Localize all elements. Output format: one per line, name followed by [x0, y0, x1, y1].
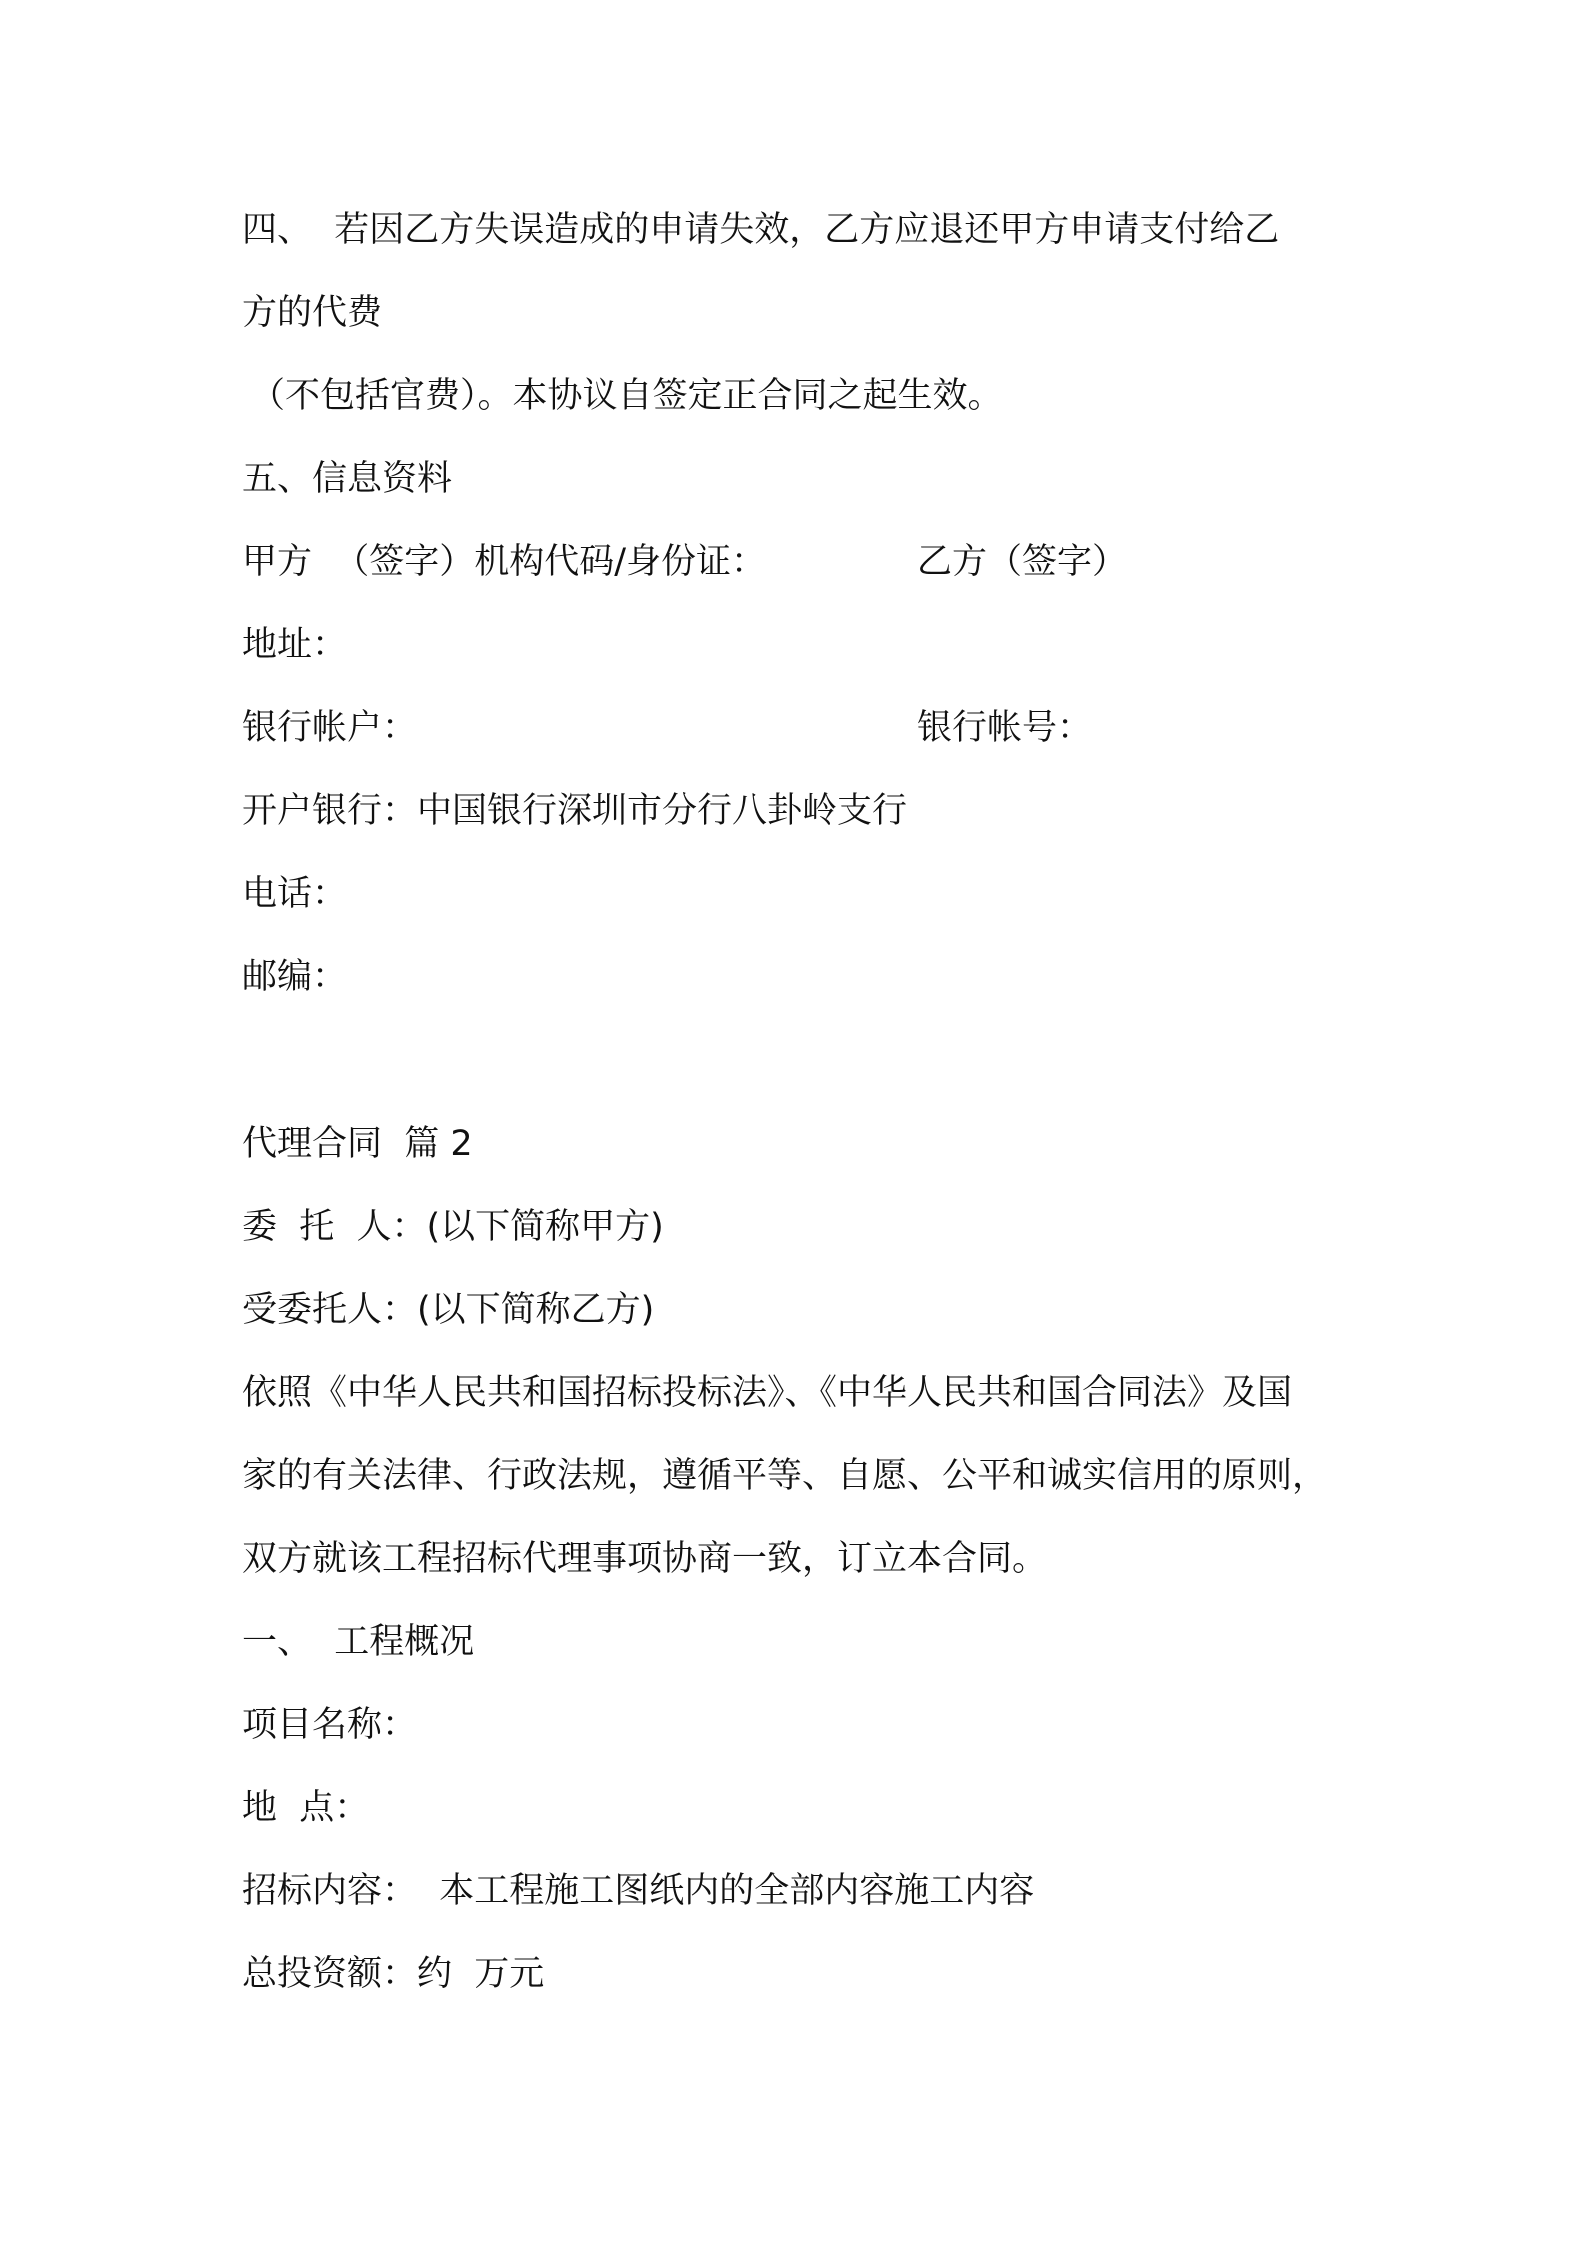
principal-field: 委 托 人：(以下简称甲方) [242, 1207, 664, 1247]
project-name-field: 项目名称： [242, 1705, 418, 1745]
agent-field: 受委托人：(以下简称乙方) [242, 1290, 655, 1330]
bank-account-number-field: 银行帐号： [917, 708, 1093, 748]
section-5-heading: 五、信息资料 [242, 459, 453, 499]
party-a-sign-field: 甲方 （签字）机构代码/身份证： [242, 542, 767, 582]
clause-4-line-1: 四、 若因乙方失误造成的申请失效，乙方应退还甲方申请支付给乙 [242, 210, 1280, 250]
contract-title: 代理合同 篇 2 [242, 1124, 473, 1164]
clause-4-line-2: 方的代费 [242, 293, 383, 333]
total-investment-field: 总投资额：约 万元 [242, 1954, 545, 1994]
tender-content-field: 招标内容： 本工程施工图纸内的全部内容施工内容 [242, 1871, 1035, 1911]
preamble-line-1: 依照《中华人民共和国招标投标法》、《中华人民共和国合同法》及国 [242, 1373, 1293, 1413]
party-b-sign-field: 乙方（签字） [917, 542, 1128, 582]
clause-4-line-3: （不包括官费）。本协议自签定正合同之起生效。 [250, 376, 1003, 416]
preamble-line-2: 家的有关法律、行政法规，遵循平等、自愿、公平和诚实信用的原则， [242, 1456, 1328, 1496]
address-field: 地址： [242, 625, 348, 665]
opening-bank-field: 开户银行：中国银行深圳市分行八卦岭支行 [242, 791, 908, 831]
preamble-line-3: 双方就该工程招标代理事项协商一致，订立本合同。 [242, 1539, 1048, 1579]
location-field: 地 点： [242, 1788, 370, 1828]
phone-field: 电话： [242, 874, 348, 914]
bank-account-field: 银行帐户： [242, 708, 418, 748]
section-1-heading: 一、 工程概况 [242, 1622, 475, 1662]
postcode-field: 邮编： [242, 957, 348, 997]
